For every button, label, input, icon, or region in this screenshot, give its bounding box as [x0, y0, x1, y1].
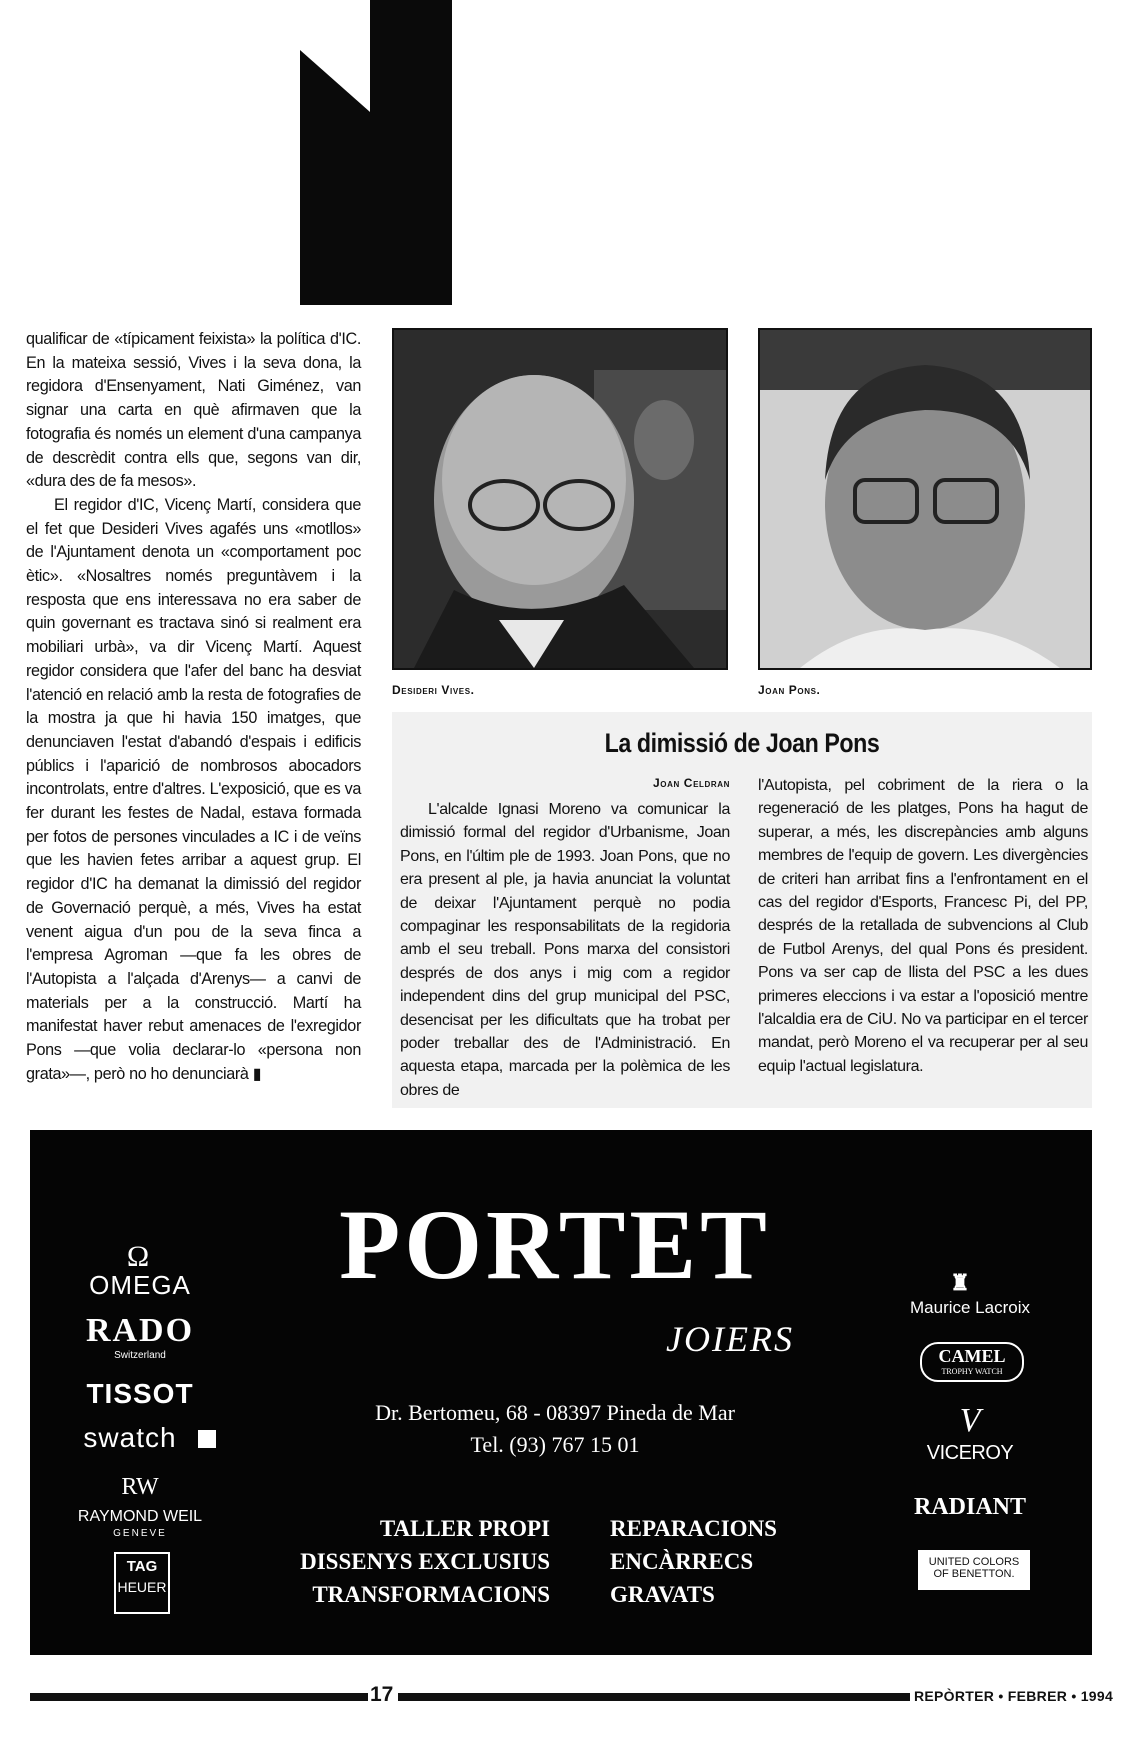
- tag-heuer-logo: [114, 1552, 170, 1614]
- portet-subtitle: JOIERS: [666, 1319, 794, 1359]
- services-right: [610, 1512, 890, 1611]
- portet-phone: Tel. (93) 767 15 01: [470, 1432, 640, 1457]
- raymond-weil-logo: RAYMOND WEIL: [77, 1508, 203, 1525]
- tag-heuer-bottom: HEUER: [117, 1579, 167, 1595]
- page-number: 17: [370, 1683, 394, 1706]
- sidebar-column-1: [400, 798, 730, 1102]
- radiant-logo: RADIANT: [913, 1494, 1026, 1520]
- photo-desideri-vives: [392, 328, 728, 670]
- photo-caption-right: Joan Pons.: [758, 683, 821, 697]
- article-paragraph: qualificar de «típicament feixista» la política d'IC. En la mateixa sessió, Vives i la seva dona, la regidora d'Ensenyament, Nati Giménez, van signar una carta en què afirmaven que la fotografia és només un element d'una campanya de descrèdit contra ells que, segons van dir, «dura des de fa mesos».: [26, 330, 361, 491]
- service-item: GRAVATS: [610, 1582, 715, 1607]
- sidebar-column-2: [758, 774, 1088, 1078]
- maurice-lacroix-icon: ♜: [950, 1270, 970, 1295]
- camel-label: CAMEL: [938, 1346, 1006, 1366]
- swatch-logo: swatch: [83, 1422, 177, 1453]
- service-item: ENCÀRRECS: [610, 1549, 754, 1574]
- maurice-lacroix-logo: Maurice Lacroix: [910, 1298, 1030, 1317]
- portrait-image: [760, 330, 1090, 668]
- omega-logo-symbol: Ω: [126, 1240, 150, 1273]
- service-item: TALLER PROPI: [379, 1516, 550, 1541]
- notch-shape: [300, 0, 452, 305]
- tag-heuer-top: TAG: [126, 1558, 158, 1575]
- service-item: REPARACIONS: [610, 1516, 777, 1541]
- tissot-logo: TISSOT: [86, 1378, 194, 1409]
- footer-rule-left: [30, 1693, 368, 1701]
- raymond-weil-geneve: GENEVE: [113, 1528, 167, 1539]
- portrait-image: [394, 330, 726, 668]
- benetton-line-2: OF BENETTON.: [933, 1568, 1015, 1580]
- article-paragraph: El regidor d'IC, Vicenç Martí, considera que el fet que Desideri Vives agafés uns «motllos» de l'Ajuntament denota un «comportament poc ètic». «Nosaltres només preguntàvem i la resposta que ens interessava no era saber de quin governant es tractava sinó si realment era mobiliari urbà», va dir Vicenç Martí. Aquest regidor considera que l'afer del banc ha desviat l'atenció en relació amb la resta de fotografies de la mostra ja que hi havia 150 imatges, que denunciaven l'estat d'abandó d'espais i edificis públics i l'aparició de nombrosos abocadors incontrolats, entre d'altres. L'exposició, que es va fer durant les festes de Nadal, estava formada per fotos de persones vinculades a IC i de veïns que les havien fetes arribar a aquest grup. El regidor d'IC ha demanat la dimissió del regidor de Governació perquè, a més, Vives ha estat venent aigua d'un pou de la seva finca a l'empresa Agroman —que fa les obres de l'Autopista a l'alçada d'Arenys— a canvi de materials per a la construcció. Martí ha manifestat haver rebut amenaces de l'exregidor Pons —que volia declarar-lo «persona non grata»—, però no ho denunciarà ▮: [26, 495, 361, 1083]
- sidebar-paragraph: l'Autopista, pel cobriment de la riera o la regeneració de les platges, Pons ha hagut de superar, a més, les discrepàncies amb alguns membres de l'equip de govern. Les divergències de criteri han arribat fins a l'enfrontament en el cas del regidor d'Esports, Francesc Pi, del PP, després de la retallada de subvencions al Club de Futbol Arenys, del qual Pons és president. Pons va ser cap de llista del PSC a les dues primeres eleccions i va estar a l'oposició mentre l'alcaldia era de CiU. No va participar en el tercer mandat, però Moreno el va recuperar per al seu equip l'actual legislatura.: [758, 777, 1088, 1075]
- service-item: DISSENYS EXCLUSIUS: [300, 1549, 550, 1574]
- raymond-weil-mark: RW: [121, 1474, 159, 1500]
- services-left: [270, 1512, 550, 1611]
- publication-info: REPÒRTER • FEBRER • 1994: [914, 1688, 1114, 1704]
- section-graphic-block: [300, 0, 452, 305]
- benetton-logo: [918, 1550, 1030, 1590]
- benetton-line-1: UNITED COLORS: [928, 1556, 1020, 1568]
- sidebar-headline: La dimissió de Joan Pons: [604, 728, 880, 758]
- viceroy-logo: VICEROY: [926, 1442, 1014, 1464]
- rado-sub-label: Switzerland: [114, 1350, 166, 1361]
- sidebar-paragraph: L'alcalde Ignasi Moreno va comunicar la dimissió formal del regidor d'Urbanisme, Joan Pons, en l'últim ple de 1993. Joan Pons, que no era present al ple, ja havia anunciat la voluntat de deixar l'Ajuntament perquè no podia compaginar les responsabilitats de la regidoria amb el seu treball. Pons marxa del consistori després de dos anys i mig com a regidor independent dins del grup municipal del PSC, desencisat per les dificultats que ha trobat per poder treballar des de l'Administració. En aquesta etapa, marcada per la polèmica de les obres de: [400, 801, 730, 1099]
- swatch-cross-icon: [198, 1430, 216, 1448]
- photo-caption-left: Desideri Vives.: [392, 683, 475, 697]
- portet-address: Dr. Bertomeu, 68 - 08397 Pineda de Mar: [375, 1400, 735, 1425]
- portet-title: PORTET: [339, 1189, 771, 1300]
- camel-logo: [920, 1342, 1024, 1382]
- sidebar-byline: Joan Celdran: [653, 776, 730, 790]
- footer-rule-right: [398, 1693, 910, 1701]
- portet-advertisement: [30, 1130, 1092, 1655]
- camel-sub-label: TROPHY WATCH: [941, 1367, 1003, 1376]
- service-item: TRANSFORMACIONS: [312, 1582, 550, 1607]
- viceroy-icon: V: [959, 1402, 981, 1439]
- article-left-column: [26, 328, 361, 1087]
- photo-joan-pons: [758, 328, 1092, 670]
- omega-logo: OMEGA: [89, 1270, 191, 1300]
- rado-logo: RADO: [85, 1312, 195, 1349]
